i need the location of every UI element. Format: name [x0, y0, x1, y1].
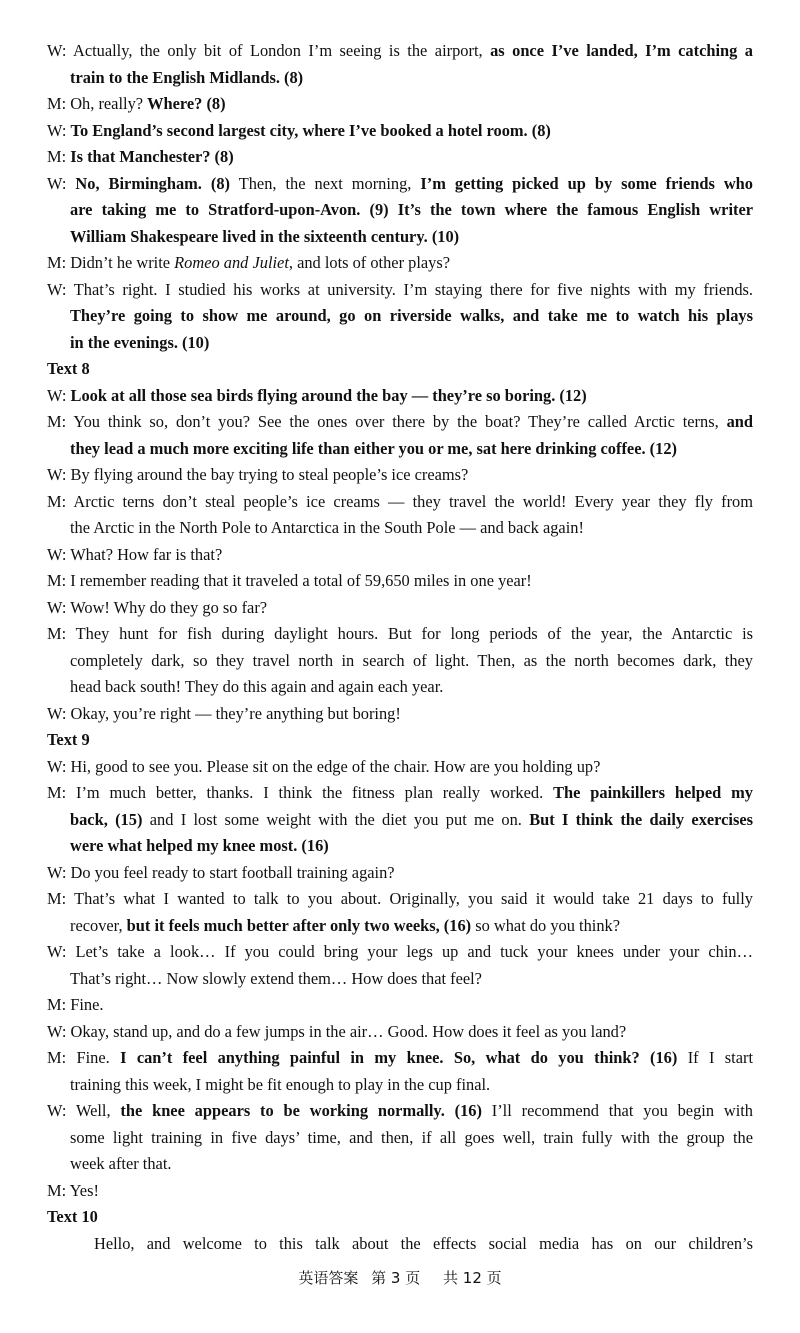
- text-span: M: Oh, really?: [47, 94, 148, 113]
- text-span: Text 10: [47, 1207, 98, 1226]
- bold-text: and: [726, 412, 753, 431]
- bold-text: as once I’ve landed, I’m catching a: [490, 41, 754, 60]
- italic-text: Romeo and Juliet: [174, 253, 289, 272]
- text-span: M:: [47, 147, 71, 166]
- text-span: M: Fine.: [47, 995, 104, 1014]
- text-span: W:: [47, 120, 71, 140]
- text-line: [47, 383, 753, 410]
- text-line: [47, 595, 753, 622]
- text-span: M: Yes!: [47, 1180, 99, 1200]
- text-line: [47, 303, 753, 330]
- bold-text: are taking me to Stratford-upon-Avon. (9) It’s the town where the famous English writer: [70, 200, 753, 219]
- text-span: M: That’s what I wanted to talk to you about. Originally, you said it would take 21 days to fully: [47, 889, 753, 908]
- text-span: and I lost some weight with the diet you put me on.: [142, 809, 530, 829]
- text-line: [47, 91, 753, 118]
- text-line: [47, 886, 753, 913]
- text-span: Text 9: [47, 730, 90, 749]
- text-span: M: You think so, don’t you? See the ones over there by the boat? They’re called Arctic terns,: [47, 412, 727, 431]
- text-line: [47, 1231, 753, 1258]
- bold-text: To England’s second largest city, where I’ve booked a hotel room. (8): [70, 120, 551, 140]
- text-line: [47, 648, 753, 675]
- text-line: [47, 939, 753, 966]
- footer-page-number: 第 3 页: [371, 1269, 421, 1287]
- text-line: [47, 1098, 753, 1125]
- text-span: week after that.: [70, 1154, 172, 1173]
- bold-text: William Shakespeare lived in the sixteenth century. (10): [70, 226, 460, 246]
- text-span: M: Arctic terns don’t steal people’s ice creams — they travel the world! Every year they fly from: [47, 491, 753, 511]
- text-line: [47, 674, 753, 701]
- bold-text: I’m getting picked up by some friends who: [420, 173, 753, 193]
- bold-text: the knee appears to be working normally. (16): [120, 1101, 482, 1120]
- text-line: [47, 1019, 753, 1046]
- text-span: M: I’m much better, thanks. I think the fitness plan really worked.: [47, 783, 554, 802]
- bold-text: Where? (8): [147, 94, 226, 113]
- text-span: W: Actually, the only bit of London I’m seeing is the airport,: [47, 41, 491, 60]
- footer-subject: 英语答案: [298, 1269, 359, 1287]
- bold-text: were what helped my knee most. (16): [70, 836, 329, 855]
- text-line: [47, 515, 753, 542]
- text-line: [47, 171, 753, 198]
- text-line: [47, 754, 753, 781]
- bold-text: They’re going to show me around, go on riverside walks, and take me to watch his plays: [70, 306, 753, 325]
- page-footer: [0, 1268, 800, 1288]
- text-line: [47, 277, 753, 304]
- text-line: [47, 224, 753, 251]
- text-span: W: That’s right. I studied his works at university. I’m staying there for five nights with my friends.: [47, 279, 753, 299]
- bold-text: Is that Manchester? (8): [70, 147, 234, 166]
- text-line: [47, 197, 753, 224]
- text-line: [47, 1178, 753, 1205]
- text-line: [47, 462, 753, 489]
- text-span: W: What? How far is that?: [47, 544, 223, 564]
- text-span: head back south! They do this again and again each year.: [70, 677, 444, 696]
- section-heading: [47, 727, 753, 754]
- bold-text: I can’t feel anything painful in my knee. So, what do you think? (16): [120, 1048, 678, 1067]
- text-span: W: Let’s take a look… If you could bring your legs up and tuck your knees under your chin…: [47, 942, 753, 961]
- text-line: [47, 118, 753, 145]
- text-span: completely dark, so they travel north in search of light. Then, as the north becomes dark, they: [70, 650, 753, 670]
- text-span: Text 8: [47, 359, 90, 378]
- bold-text: train to the English Midlands. (8): [70, 67, 304, 87]
- text-line: [47, 807, 753, 834]
- text-span: W: Okay, stand up, and do a few jumps in the air… Good. How does it feel as you land?: [47, 1021, 627, 1041]
- text-line: [47, 833, 753, 860]
- text-line: [47, 436, 753, 463]
- text-line: [47, 1125, 753, 1152]
- text-line: [47, 913, 753, 940]
- bold-text: back, (15): [70, 809, 143, 829]
- text-line: [47, 966, 753, 993]
- text-span: W:: [47, 173, 76, 193]
- text-span: so what do you think?: [471, 915, 620, 935]
- footer-total-pages: 共 12 页: [443, 1269, 502, 1287]
- text-span: training this week, I might be fit enough to play in the cup final.: [70, 1074, 491, 1094]
- text-line: [47, 621, 753, 648]
- text-line: [47, 330, 753, 357]
- section-heading: [47, 1204, 753, 1231]
- text-span: W: Do you feel ready to start football training again?: [47, 862, 395, 882]
- text-span: W:: [47, 385, 71, 405]
- bold-text: in the evenings. (10): [70, 332, 210, 352]
- text-span: W: By flying around the bay trying to steal people’s ice creams?: [47, 465, 469, 484]
- text-line: [47, 568, 753, 595]
- text-span: the Arctic in the North Pole to Antarctica in the South Pole — and back again!: [70, 518, 584, 537]
- text-span: That’s right… Now slowly extend them… How does that feel?: [70, 968, 482, 988]
- text-span: If I start: [677, 1048, 754, 1067]
- text-line: [47, 489, 753, 516]
- text-span: W: Wow! Why do they go so far?: [47, 597, 268, 617]
- text-span: M: They hunt for fish during daylight hours. But for long periods of the year, the Antarctic is: [47, 624, 753, 643]
- bold-text: they lead a much more exciting life than either you or me, sat here drinking coffee. (12): [70, 438, 677, 458]
- text-line: [47, 542, 753, 569]
- bold-text: The painkillers helped my: [553, 783, 754, 802]
- text-line: [47, 860, 753, 887]
- text-span: W: Hi, good to see you. Please sit on the edge of the chair. How are you holding up?: [47, 756, 601, 776]
- bold-text: but it feels much better after only two weeks, (16): [126, 915, 472, 935]
- text-line: [47, 1151, 753, 1178]
- text-span: M: I remember reading that it traveled a total of 59,650 miles in one year!: [47, 571, 532, 590]
- text-span: M: Didn’t he write: [47, 253, 175, 272]
- text-line: [47, 409, 753, 436]
- text-line: [47, 1072, 753, 1099]
- text-span: I’ll recommend that you begin with: [481, 1101, 753, 1120]
- text-line: [47, 992, 753, 1019]
- text-span: W: Well,: [47, 1101, 121, 1120]
- text-span: some light training in five days’ time, and then, if all goes well, train fully with the group the: [70, 1127, 753, 1147]
- text-line: [47, 780, 753, 807]
- text-line: [47, 1045, 753, 1072]
- text-line: [47, 701, 753, 728]
- text-span: recover,: [70, 915, 127, 935]
- text-span: Then, the next morning,: [230, 173, 421, 193]
- bold-text: Look at all those sea birds flying around the bay — they’re so boring. (12): [70, 385, 587, 405]
- section-heading: [47, 356, 753, 383]
- text-line: [47, 250, 753, 277]
- bold-text: No, Birmingham. (8): [75, 173, 231, 193]
- text-span: W: Okay, you’re right — they’re anything but boring!: [47, 703, 401, 723]
- text-span: M: Fine.: [47, 1048, 121, 1067]
- text-line: [47, 65, 753, 92]
- text-span: , and lots of other plays?: [288, 253, 451, 272]
- bold-text: But I think the daily exercises: [529, 809, 753, 829]
- text-line: [47, 144, 753, 171]
- document-body: [47, 38, 753, 1257]
- text-line: [47, 38, 753, 65]
- text-span: Hello, and welcome to this talk about the effects social media has on our children’s: [94, 1233, 753, 1253]
